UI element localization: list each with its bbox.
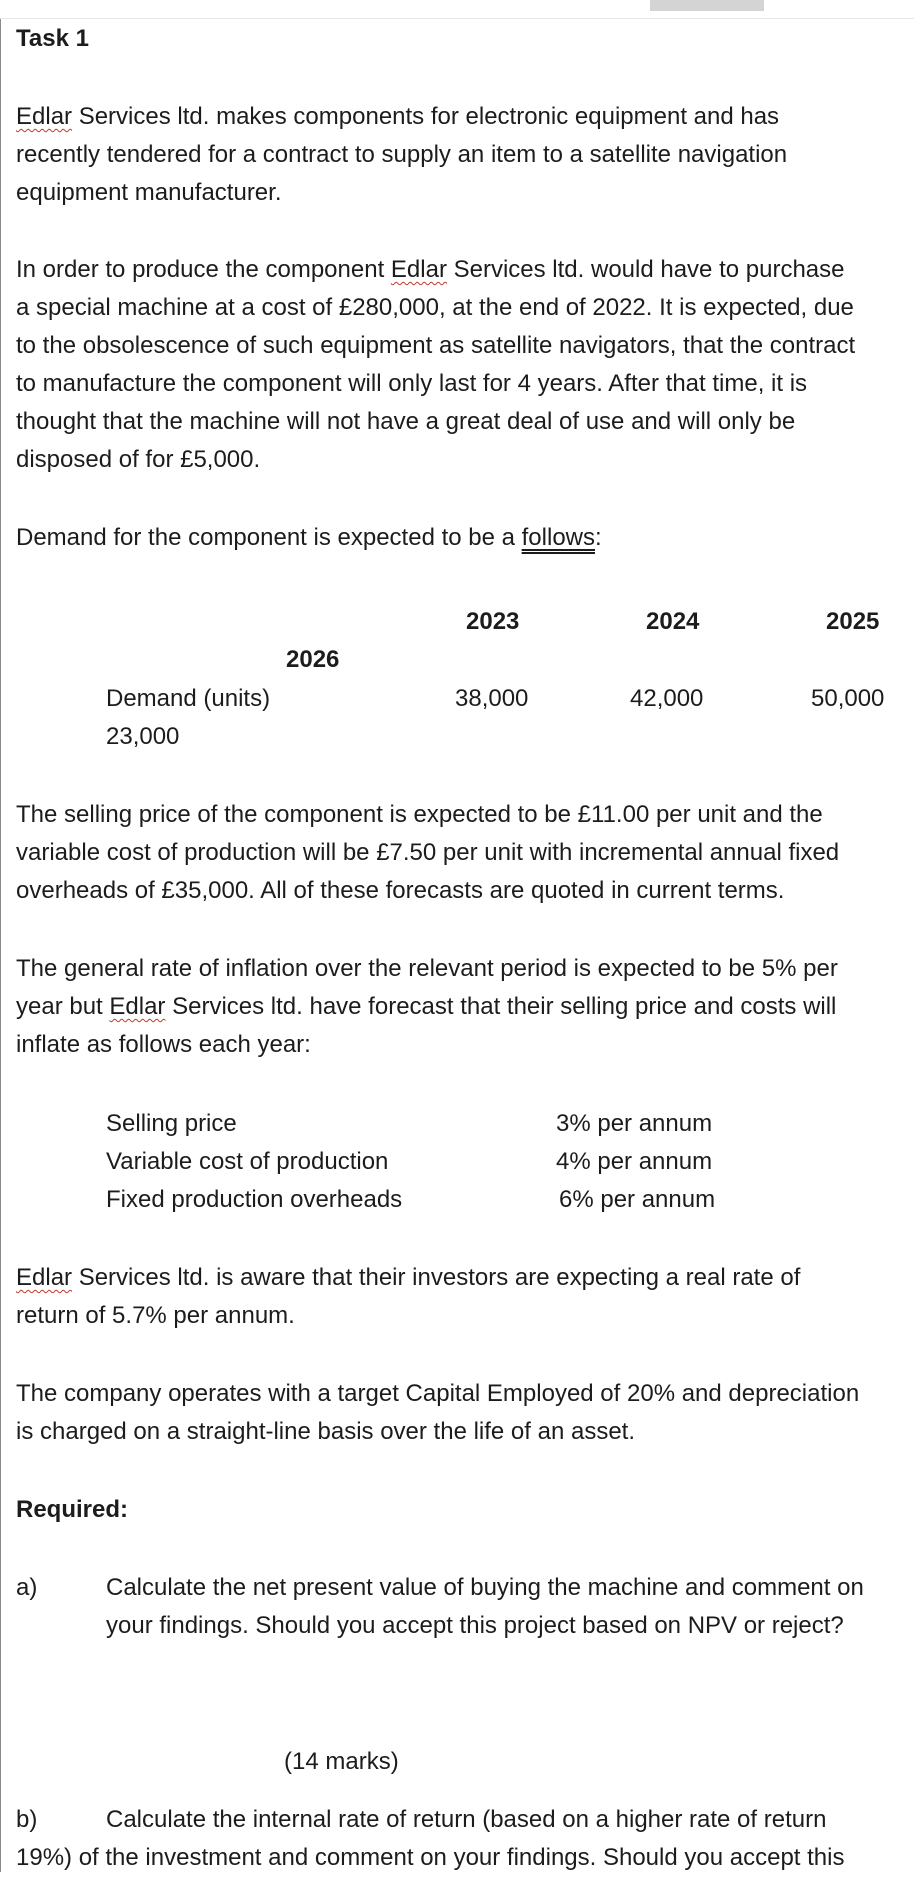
paragraph-2-line-5: thought that the machine will not have a great deal of use and will only be [16,408,796,435]
inflation-item-variable-cost: Variable cost of production [106,1148,389,1175]
follows-link: follows [521,524,595,551]
inflation-item-fixed-overheads: Fixed production overheads [106,1186,403,1213]
scroll-indicator[interactable] [650,0,764,11]
demand-value-2024: 42,000 [630,685,704,712]
question-a-line-1: Calculate the net present value of buying the machine and comment on [106,1574,864,1601]
paragraph-5-line-2: year but Edlar Services ltd. have forecast that their selling price and costs will [16,993,837,1020]
inflation-item-selling-price: Selling price [106,1110,237,1137]
company-name: Edlar [109,993,166,1020]
company-name: Edlar [16,1264,73,1291]
company-name: Edlar [16,103,73,130]
paragraph-3: Demand for the component is expected to be a follows: [16,524,602,551]
inflation-rate-selling-price: 3% per annum [556,1110,713,1137]
demand-value-2025: 50,000 [811,685,885,712]
question-a-line-2: your findings. Should you accept this project based on NPV or reject? [106,1612,844,1639]
paragraph-2-line-6: disposed of for £5,000. [16,446,261,473]
document-page [0,19,913,1872]
demand-row-label: Demand (units) [106,685,271,712]
paragraph-6-line-2: return of 5.7% per annum. [16,1302,295,1329]
task-title: Task 1 [16,25,89,52]
top-bar [0,0,914,19]
paragraph-2-line-1: In order to produce the component Edlar Services ltd. would have to purchase [16,256,845,283]
paragraph-7-line-1: The company operates with a target Capital Employed of 20% and depreciation [16,1380,860,1407]
question-a-label: a) [16,1574,38,1601]
paragraph-4-line-2: variable cost of production will be £7.50 per unit with incremental annual fixed [16,839,840,866]
company-name: Edlar [390,256,447,283]
year-header-2024: 2024 [646,608,700,635]
question-b-label: b) [16,1806,38,1833]
paragraph-1-line-1: Edlar Services ltd. makes components for electronic equipment and has [16,103,780,130]
inflation-rate-fixed-overheads: 6% per annum [559,1186,716,1213]
paragraph-4-line-1: The selling price of the component is expected to be £11.00 per unit and the [16,801,823,828]
question-b-line-1: Calculate the internal rate of return (based on a higher rate of return [106,1806,827,1833]
year-header-2026: 2026 [286,646,340,673]
paragraph-2-line-3: to the obsolescence of such equipment as satellite navigators, that the contract [16,332,856,359]
paragraph-1-line-3: equipment manufacturer. [16,179,282,206]
year-header-2023: 2023 [466,608,520,635]
paragraph-4-line-3: overheads of £35,000. All of these forecasts are quoted in current terms. [16,877,785,904]
paragraph-2-line-4: to manufacture the component will only last for 4 years. After that time, it is [16,370,808,397]
paragraph-5-line-3: inflate as follows each year: [16,1031,311,1058]
paragraph-1-line-2: recently tendered for a contract to supply an item to a satellite navigation [16,141,788,168]
inflation-rate-variable-cost: 4% per annum [556,1148,713,1175]
question-b-line-2: 19%) of the investment and comment on your findings. Should you accept this [16,1844,845,1871]
paragraph-7-line-2: is charged on a straight-line basis over the life of an asset. [16,1418,636,1445]
paragraph-2-line-2: a special machine at a cost of £280,000, at the end of 2022. It is expected, due [16,294,854,321]
paragraph-6-line-1: Edlar Services ltd. is aware that their investors are expecting a real rate of [16,1264,801,1291]
paragraph-5-line-1: The general rate of inflation over the relevant period is expected to be 5% per [16,955,838,982]
demand-value-2023: 38,000 [455,685,529,712]
question-a-marks: (14 marks) [284,1748,399,1775]
demand-value-2026: 23,000 [106,723,180,750]
required-heading: Required: [16,1496,129,1523]
year-header-2025: 2025 [826,608,880,635]
